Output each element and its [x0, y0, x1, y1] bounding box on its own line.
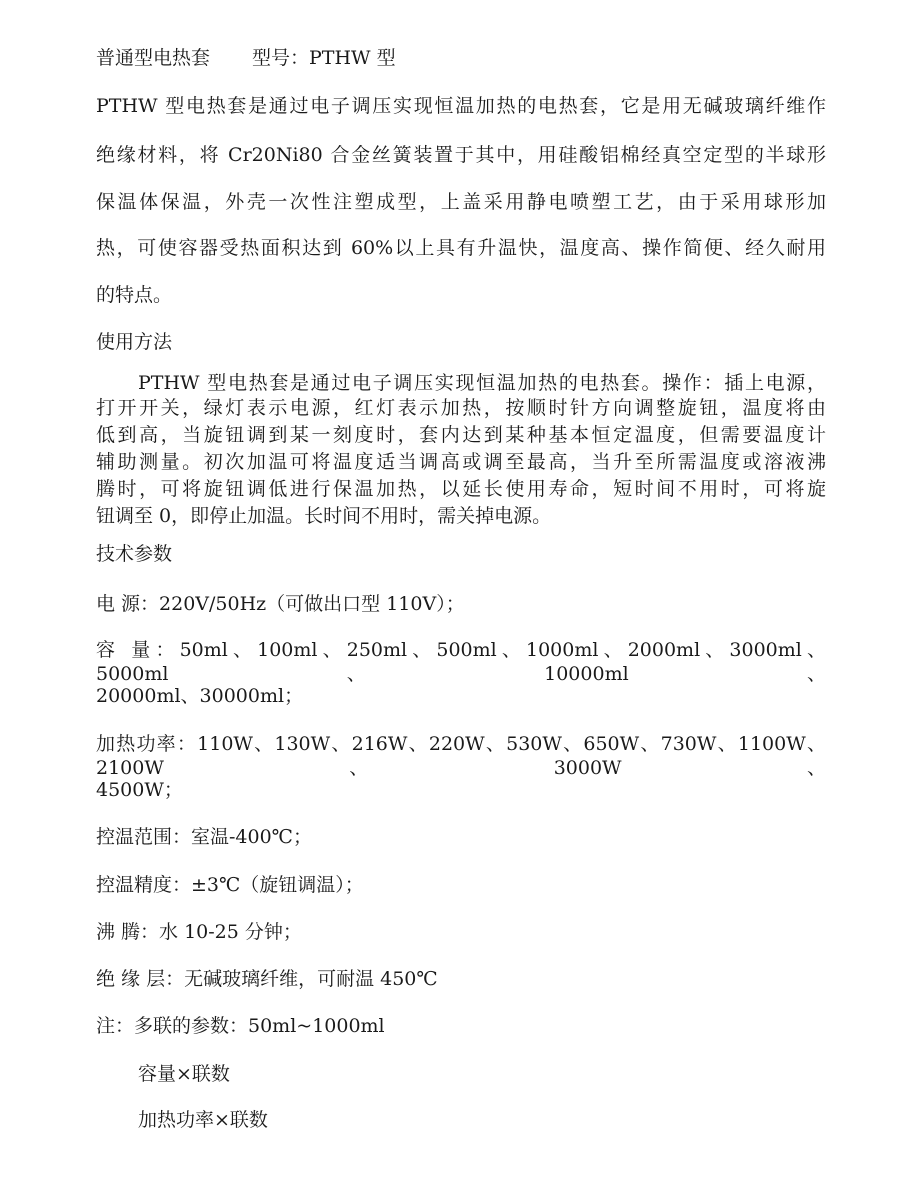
spec-boiling: 沸 腾：水 10-25 分钟；	[96, 921, 302, 943]
spec-heating-power: 加热功率：110W、130W、216W、220W、530W、650W、730W、1100W、2100W、3000W、	[96, 733, 826, 779]
product-heading	[96, 46, 396, 70]
usage-line: 低到高，当旋钮调到某一刻度时，套内达到某种基本恒定温度，但需要温度计	[96, 424, 826, 446]
intro-line: 绝缘材料，将 Cr20Ni80 合金丝簧装置于其中，用硅酸铝棉经真空定型的半球形	[96, 144, 826, 166]
model-number: 型号：PTHW 型	[252, 47, 396, 69]
specs-title: 技术参数	[96, 543, 173, 565]
spec-note-power: 加热功率×联数	[138, 1109, 268, 1131]
spec-note: 注：多联的参数：50ml~1000ml	[96, 1015, 385, 1037]
usage-line: 辅助测量。初次加温可将温度适当调高或调至最高，当升至所需温度或溶液沸	[96, 451, 826, 473]
intro-line: 热，可使容器受热面积达到 60%以上具有升温快，温度高、操作简便、经久耐用	[96, 237, 826, 259]
spec-capacity: 容 量：50ml、100ml、250ml、500ml、1000ml、2000ml、3000ml、5000ml、10000ml、	[96, 639, 826, 685]
spec-heating-power-continued: 4500W；	[96, 779, 183, 801]
usage-line: 腾时，可将旋钮调低进行保温加热，以延长使用寿命，短时间不用时，可将旋	[96, 478, 826, 500]
spec-insulation: 绝 缘 层：无碱玻璃纤维，可耐温 450℃	[96, 968, 438, 990]
usage-line: 钮调至 0，即停止加温。长时间不用时，需关掉电源。	[96, 505, 552, 527]
spec-temp-range: 控温范围：室温-400℃；	[96, 826, 312, 848]
product-name: 普通型电热套	[96, 47, 211, 69]
spec-capacity-continued: 20000ml、30000ml；	[96, 685, 304, 707]
spec-note-capacity: 容量×联数	[138, 1063, 230, 1085]
intro-line: 保温体保温，外壳一次性注塑成型，上盖采用静电喷塑工艺，由于采用球形加	[96, 191, 826, 213]
usage-title: 使用方法	[96, 331, 173, 353]
usage-line: PTHW 型电热套是通过电子调压实现恒温加热的电热套。操作：插上电源，	[138, 372, 826, 394]
usage-line: 打开开关，绿灯表示电源，红灯表示加热，按顺时针方向调整旋钮，温度将由	[96, 397, 826, 419]
intro-line: PTHW 型电热套是通过电子调压实现恒温加热的电热套，它是用无碱玻璃纤维作	[96, 95, 826, 117]
spec-temp-accuracy: 控温精度：±3℃（旋钮调温）；	[96, 874, 364, 896]
spec-power: 电 源：220V/50Hz（可做出口型 110V）；	[96, 593, 465, 615]
intro-line: 的特点。	[96, 284, 173, 306]
